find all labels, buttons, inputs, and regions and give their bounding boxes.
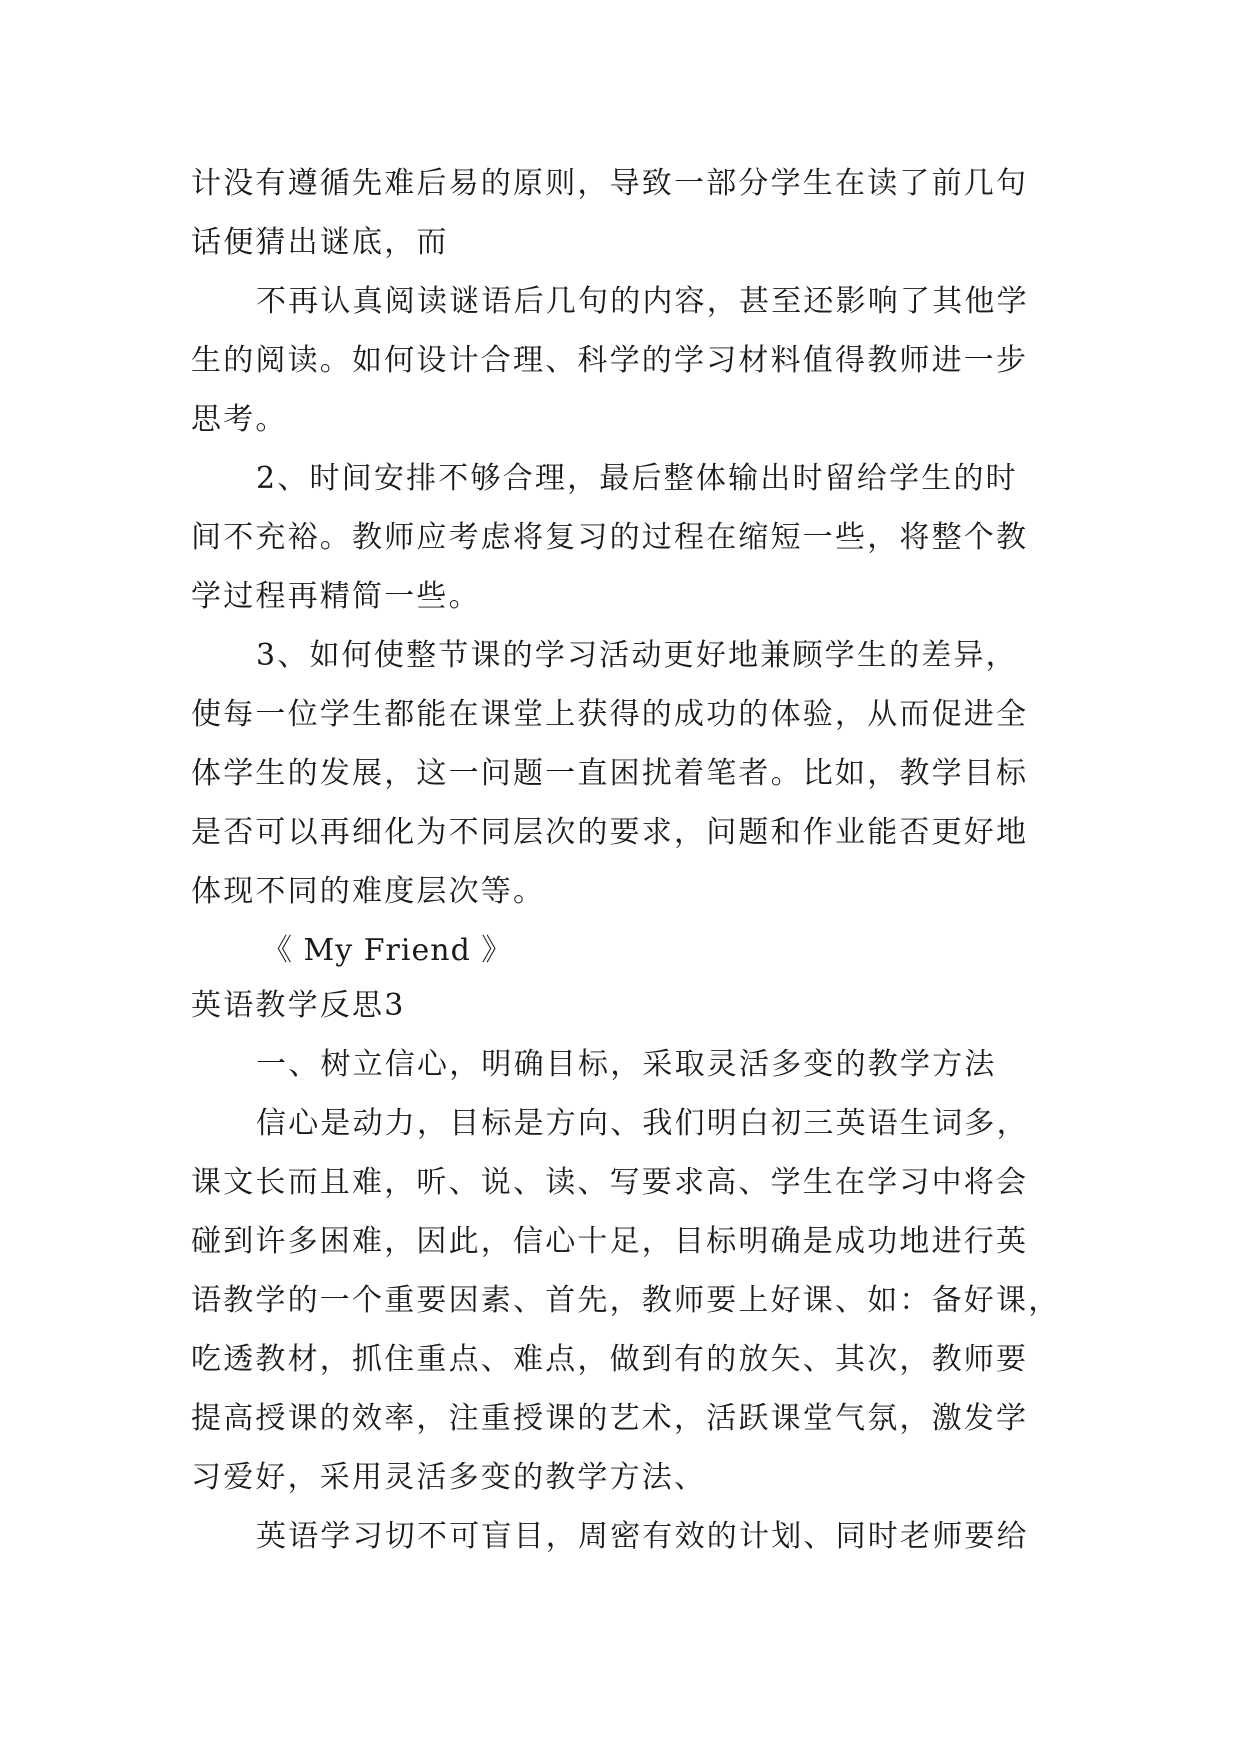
- section-title-english: 《 My Friend 》: [262, 933, 513, 968]
- text-line: 思考。: [191, 402, 288, 437]
- paragraph-start-line: 3、如何使整节课的学习活动更好地兼顾学生的差异，: [256, 638, 1018, 673]
- section-heading: 一、树立信心，明确目标，采取灵活多变的教学方法: [256, 1047, 997, 1082]
- text-line: 习爱好，采用灵活多变的教学方法、: [191, 1460, 707, 1495]
- text-line: 体现不同的难度层次等。: [191, 874, 546, 909]
- text-line: 体学生的发展，这一问题一直困扰着笔者。比如，教学目标: [191, 756, 1029, 791]
- text-line: 吃透教材，抓住重点、难点，做到有的放矢、其次，教师要: [191, 1342, 1029, 1377]
- text-line: 使每一位学生都能在课堂上获得的成功的体验，从而促进全: [191, 697, 1029, 732]
- paragraph-start-line: 信心是动力，目标是方向、我们明白初三英语生词多，: [256, 1106, 1029, 1141]
- text-line: 生的阅读。如何设计合理、科学的学习材料值得教师进一步: [191, 343, 1029, 378]
- paragraph-start-line: 英语学习切不可盲目，周密有效的计划、同时老师要给: [256, 1519, 1029, 1554]
- text-line: 课文长而且难，听、说、读、写要求高、学生在学习中将会: [191, 1165, 1029, 1200]
- text-line: 是否可以再细化为不同层次的要求，问题和作业能否更好地: [191, 815, 1029, 850]
- text-line: 话便猜出谜底，而: [191, 225, 449, 260]
- text-line: 学过程再精简一些。: [191, 579, 481, 614]
- text-line: 语教学的一个重要因素、首先，教师要上好课、如：备好课，: [191, 1283, 1061, 1318]
- text-line: 提高授课的效率，注重授课的艺术，活跃课堂气氛，激发学: [191, 1401, 1029, 1436]
- section-title: 英语教学反思3: [191, 988, 406, 1023]
- text-line: 碰到许多困难，因此，信心十足，目标明确是成功地进行英: [191, 1224, 1029, 1259]
- text-line: 间不充裕。教师应考虑将复习的过程在缩短一些，将整个教: [191, 520, 1029, 555]
- paragraph-start-line: 2、时间安排不够合理，最后整体输出时留给学生的时: [256, 461, 1018, 496]
- paragraph-start-line: 不再认真阅读谜语后几句的内容，甚至还影响了其他学: [256, 284, 1029, 319]
- text-line: 计没有遵循先难后易的原则，导致一部分学生在读了前几句: [191, 166, 1029, 201]
